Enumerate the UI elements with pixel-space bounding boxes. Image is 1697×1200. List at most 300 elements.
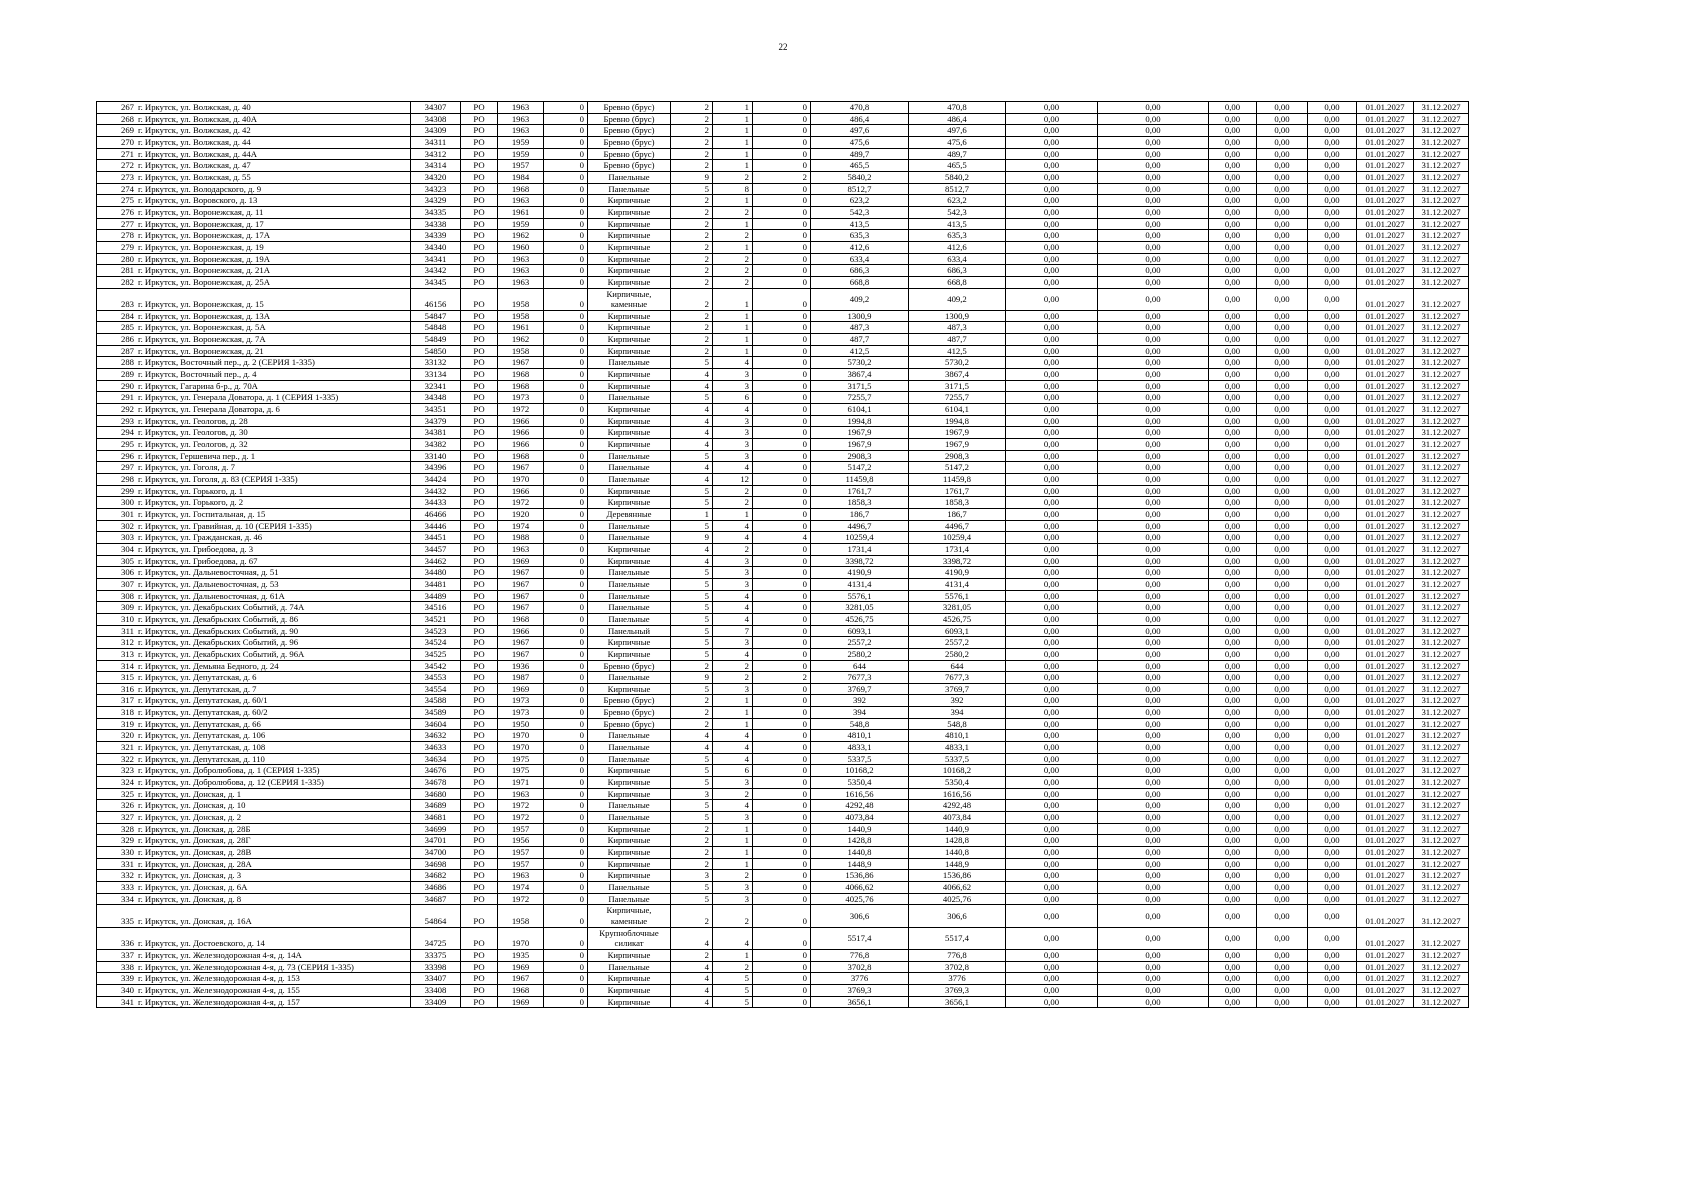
address-cell xyxy=(97,113,411,125)
amount-5: 0,00 xyxy=(1308,439,1357,451)
amount-5: 0,00 xyxy=(1308,474,1357,486)
year-built: 1957 xyxy=(498,858,544,870)
address-text: г. Иркутск, ул. Декабрьских Событий, д. 90 xyxy=(138,625,299,636)
reconstruction-year: 0 xyxy=(544,415,588,427)
wall-material: Кирпичные xyxy=(588,265,671,277)
building-code: 34554 xyxy=(411,683,461,695)
total-area: 412,6 xyxy=(811,241,909,253)
elevators: 0 xyxy=(753,450,811,462)
living-area: 1967,9 xyxy=(909,427,1006,439)
amount-3: 0,00 xyxy=(1209,672,1257,684)
address-text: г. Иркутск, Гагарина б-р., д. 70А xyxy=(138,380,258,391)
elevators: 0 xyxy=(753,334,811,346)
amount-2: 0,00 xyxy=(1098,870,1209,882)
address-cell xyxy=(97,369,411,381)
entrances: 1 xyxy=(713,695,753,707)
address-text: г. Иркутск, ул. Гоголя, д. 83 (СЕРИЯ 1-335) xyxy=(138,474,298,484)
start-date: 01.01.2027 xyxy=(1357,195,1414,207)
end-date: 31.12.2027 xyxy=(1414,984,1469,996)
entrances: 2 xyxy=(713,543,753,555)
total-area: 5350,4 xyxy=(811,777,909,789)
address-text: г. Иркутск, ул. Воронежская, д. 21 xyxy=(138,345,264,356)
reconstruction-year: 0 xyxy=(544,672,588,684)
amount-4: 0,00 xyxy=(1257,485,1308,497)
amount-5: 0,00 xyxy=(1308,602,1357,614)
year-built: 1970 xyxy=(498,742,544,754)
amount-3: 0,00 xyxy=(1209,102,1257,114)
amount-2: 0,00 xyxy=(1098,949,1209,961)
address-text: г. Иркутск, ул. Депутатская, д. 6 xyxy=(138,672,257,683)
living-area: 686,3 xyxy=(909,265,1006,277)
wall-material: Кирпичные xyxy=(588,415,671,427)
table-row xyxy=(97,881,1469,893)
row-number: 315 xyxy=(120,672,134,683)
address-text: г. Иркутск, ул. Донская, д. 16А xyxy=(138,915,252,926)
amount-2: 0,00 xyxy=(1098,183,1209,195)
floors: 2 xyxy=(671,253,713,265)
amount-1: 0,00 xyxy=(1006,613,1098,625)
row-number: 311 xyxy=(121,625,134,636)
entrances: 1 xyxy=(713,858,753,870)
entrances: 4 xyxy=(713,927,753,949)
table-row xyxy=(97,590,1469,602)
total-area: 394 xyxy=(811,707,909,719)
floors: 2 xyxy=(671,310,713,322)
fund-type: РО xyxy=(461,125,498,137)
elevators: 0 xyxy=(753,695,811,707)
reconstruction-year: 0 xyxy=(544,102,588,114)
living-area: 6093,1 xyxy=(909,625,1006,637)
fund-type: РО xyxy=(461,648,498,660)
amount-4: 0,00 xyxy=(1257,392,1308,404)
wall-material: Панельные xyxy=(588,961,671,973)
floors: 3 xyxy=(671,788,713,800)
amount-3: 0,00 xyxy=(1209,253,1257,265)
amount-3: 0,00 xyxy=(1209,648,1257,660)
start-date: 01.01.2027 xyxy=(1357,543,1414,555)
building-code: 34524 xyxy=(411,637,461,649)
start-date: 01.01.2027 xyxy=(1357,357,1414,369)
amount-4: 0,00 xyxy=(1257,788,1308,800)
year-built: 1968 xyxy=(498,369,544,381)
table-row xyxy=(97,392,1469,404)
amount-4: 0,00 xyxy=(1257,870,1308,882)
amount-4: 0,00 xyxy=(1257,357,1308,369)
address-text: г. Иркутск, ул. Достоевского, д. 14 xyxy=(138,938,265,949)
end-date: 31.12.2027 xyxy=(1414,195,1469,207)
fund-type: РО xyxy=(461,345,498,357)
amount-5: 0,00 xyxy=(1308,777,1357,789)
amount-2: 0,00 xyxy=(1098,590,1209,602)
total-area: 1858,3 xyxy=(811,497,909,509)
year-built: 1963 xyxy=(498,125,544,137)
start-date: 01.01.2027 xyxy=(1357,812,1414,824)
building-code: 34314 xyxy=(411,160,461,172)
start-date: 01.01.2027 xyxy=(1357,858,1414,870)
year-built: 1968 xyxy=(498,984,544,996)
amount-5: 0,00 xyxy=(1308,543,1357,555)
amount-4: 0,00 xyxy=(1257,160,1308,172)
row-number: 296 xyxy=(120,450,134,461)
reconstruction-year: 0 xyxy=(544,590,588,602)
amount-5: 0,00 xyxy=(1308,450,1357,462)
amount-1: 0,00 xyxy=(1006,230,1098,242)
row-number: 286 xyxy=(120,334,134,345)
amount-2: 0,00 xyxy=(1098,322,1209,334)
fund-type: РО xyxy=(461,462,498,474)
end-date: 31.12.2027 xyxy=(1414,357,1469,369)
address-cell xyxy=(97,241,411,253)
row-number: 295 xyxy=(120,439,134,450)
living-area: 5517,4 xyxy=(909,927,1006,949)
amount-1: 0,00 xyxy=(1006,380,1098,392)
floors: 2 xyxy=(671,276,713,288)
start-date: 01.01.2027 xyxy=(1357,520,1414,532)
address-text: г. Иркутск, ул. Гражданская, д. 46 xyxy=(138,532,263,543)
fund-type: РО xyxy=(461,497,498,509)
table-row xyxy=(97,672,1469,684)
address-cell xyxy=(97,788,411,800)
amount-5: 0,00 xyxy=(1308,742,1357,754)
entrances: 1 xyxy=(713,241,753,253)
living-area: 4073,84 xyxy=(909,812,1006,824)
end-date: 31.12.2027 xyxy=(1414,881,1469,893)
reconstruction-year: 0 xyxy=(544,847,588,859)
address-cell xyxy=(97,718,411,730)
start-date: 01.01.2027 xyxy=(1357,590,1414,602)
fund-type: РО xyxy=(461,439,498,451)
floors: 2 xyxy=(671,136,713,148)
start-date: 01.01.2027 xyxy=(1357,718,1414,730)
start-date: 01.01.2027 xyxy=(1357,695,1414,707)
building-code: 34342 xyxy=(411,265,461,277)
building-code: 34489 xyxy=(411,590,461,602)
amount-5: 0,00 xyxy=(1308,241,1357,253)
address-text: г. Иркутск, Гершевича пер., д. 1 xyxy=(138,450,256,461)
floors: 9 xyxy=(671,171,713,183)
amount-4: 0,00 xyxy=(1257,949,1308,961)
amount-4: 0,00 xyxy=(1257,520,1308,532)
amount-1: 0,00 xyxy=(1006,241,1098,253)
amount-2: 0,00 xyxy=(1098,847,1209,859)
floors: 3 xyxy=(671,870,713,882)
start-date: 01.01.2027 xyxy=(1357,241,1414,253)
reconstruction-year: 0 xyxy=(544,730,588,742)
living-area: 1858,3 xyxy=(909,497,1006,509)
building-code: 54864 xyxy=(411,905,461,927)
total-area: 776,8 xyxy=(811,949,909,961)
wall-material: Кирпичные xyxy=(588,497,671,509)
year-built: 1967 xyxy=(498,462,544,474)
start-date: 01.01.2027 xyxy=(1357,450,1414,462)
start-date: 01.01.2027 xyxy=(1357,125,1414,137)
row-number: 300 xyxy=(120,497,134,508)
amount-1: 0,00 xyxy=(1006,102,1098,114)
elevators: 0 xyxy=(753,578,811,590)
row-number: 269 xyxy=(120,125,134,136)
building-code: 34632 xyxy=(411,730,461,742)
fund-type: РО xyxy=(461,380,498,392)
building-code: 33132 xyxy=(411,357,461,369)
amount-5: 0,00 xyxy=(1308,949,1357,961)
living-area: 186,7 xyxy=(909,508,1006,520)
amount-3: 0,00 xyxy=(1209,847,1257,859)
elevators: 0 xyxy=(753,474,811,486)
start-date: 01.01.2027 xyxy=(1357,949,1414,961)
address-text: г. Иркутск, ул. Донская, д. 28Б xyxy=(138,823,251,834)
reconstruction-year: 0 xyxy=(544,148,588,160)
amount-2: 0,00 xyxy=(1098,206,1209,218)
end-date: 31.12.2027 xyxy=(1414,927,1469,949)
fund-type: РО xyxy=(461,718,498,730)
table-row xyxy=(97,195,1469,207)
year-built: 1963 xyxy=(498,276,544,288)
amount-4: 0,00 xyxy=(1257,276,1308,288)
end-date: 31.12.2027 xyxy=(1414,102,1469,114)
year-built: 1957 xyxy=(498,823,544,835)
floors: 5 xyxy=(671,625,713,637)
wall-material: Панельные xyxy=(588,812,671,824)
row-number: 294 xyxy=(120,427,134,438)
total-area: 8512,7 xyxy=(811,183,909,195)
fund-type: РО xyxy=(461,881,498,893)
entrances: 1 xyxy=(713,148,753,160)
table-row xyxy=(97,113,1469,125)
reconstruction-year: 0 xyxy=(544,543,588,555)
amount-3: 0,00 xyxy=(1209,183,1257,195)
amount-4: 0,00 xyxy=(1257,637,1308,649)
floors: 4 xyxy=(671,474,713,486)
amount-3: 0,00 xyxy=(1209,230,1257,242)
start-date: 01.01.2027 xyxy=(1357,753,1414,765)
amount-5: 0,00 xyxy=(1308,695,1357,707)
wall-material: Кирпичные xyxy=(588,427,671,439)
living-area: 4526,75 xyxy=(909,613,1006,625)
entrances: 1 xyxy=(713,949,753,961)
address-text: г. Иркутск, ул. Декабрьских Событий, д. 74А xyxy=(138,602,305,613)
building-code: 34379 xyxy=(411,415,461,427)
amount-1: 0,00 xyxy=(1006,439,1098,451)
amount-1: 0,00 xyxy=(1006,812,1098,824)
amount-2: 0,00 xyxy=(1098,392,1209,404)
row-number: 325 xyxy=(120,788,134,799)
amount-2: 0,00 xyxy=(1098,683,1209,695)
year-built: 1973 xyxy=(498,707,544,719)
amount-1: 0,00 xyxy=(1006,427,1098,439)
living-area: 2908,3 xyxy=(909,450,1006,462)
wall-material: Панельные xyxy=(588,613,671,625)
amount-5: 0,00 xyxy=(1308,485,1357,497)
amount-4: 0,00 xyxy=(1257,765,1308,777)
address-text: г. Иркутск, ул. Горького, д. 1 xyxy=(138,485,244,496)
amount-4: 0,00 xyxy=(1257,927,1308,949)
amount-5: 0,00 xyxy=(1308,648,1357,660)
total-area: 5517,4 xyxy=(811,927,909,949)
amount-5: 0,00 xyxy=(1308,625,1357,637)
address-cell xyxy=(97,672,411,684)
end-date: 31.12.2027 xyxy=(1414,218,1469,230)
year-built: 1972 xyxy=(498,812,544,824)
reconstruction-year: 0 xyxy=(544,881,588,893)
end-date: 31.12.2027 xyxy=(1414,322,1469,334)
address-text: г. Иркутск, ул. Горького, д. 2 xyxy=(138,497,244,508)
address-text: г. Иркутск, ул. Геологов, д. 28 xyxy=(138,415,248,426)
fund-type: РО xyxy=(461,532,498,544)
entrances: 3 xyxy=(713,415,753,427)
address-text: г. Иркутск, ул. Депутатская, д. 60/2 xyxy=(138,707,268,718)
living-area: 668,8 xyxy=(909,276,1006,288)
total-area: 487,7 xyxy=(811,334,909,346)
floors: 2 xyxy=(671,102,713,114)
year-built: 1968 xyxy=(498,613,544,625)
elevators: 0 xyxy=(753,742,811,754)
fund-type: РО xyxy=(461,905,498,927)
amount-4: 0,00 xyxy=(1257,334,1308,346)
amount-1: 0,00 xyxy=(1006,996,1098,1008)
table-row xyxy=(97,602,1469,614)
table-row xyxy=(97,288,1469,310)
year-built: 1970 xyxy=(498,927,544,949)
elevators: 0 xyxy=(753,881,811,893)
year-built: 1967 xyxy=(498,567,544,579)
building-code: 34432 xyxy=(411,485,461,497)
end-date: 31.12.2027 xyxy=(1414,508,1469,520)
address-text: г. Иркутск, ул. Декабрьских Событий, д. 96А xyxy=(138,648,305,659)
amount-5: 0,00 xyxy=(1308,392,1357,404)
address-text: г. Иркутск, ул. Волжская, д. 42 xyxy=(138,125,251,136)
entrances: 6 xyxy=(713,392,753,404)
end-date: 31.12.2027 xyxy=(1414,206,1469,218)
elevators: 0 xyxy=(753,870,811,882)
address-cell xyxy=(97,602,411,614)
amount-4: 0,00 xyxy=(1257,497,1308,509)
address-cell xyxy=(97,847,411,859)
address-text: г. Иркутск, ул. Воронежская, д. 5А xyxy=(138,322,266,333)
end-date: 31.12.2027 xyxy=(1414,637,1469,649)
amount-4: 0,00 xyxy=(1257,625,1308,637)
floors: 4 xyxy=(671,730,713,742)
amount-5: 0,00 xyxy=(1308,206,1357,218)
end-date: 31.12.2027 xyxy=(1414,672,1469,684)
table-row xyxy=(97,567,1469,579)
elevators: 0 xyxy=(753,322,811,334)
elevators: 0 xyxy=(753,276,811,288)
building-code: 34687 xyxy=(411,893,461,905)
amount-2: 0,00 xyxy=(1098,567,1209,579)
entrances: 5 xyxy=(713,996,753,1008)
row-number: 341 xyxy=(120,996,134,1007)
floors: 2 xyxy=(671,334,713,346)
amount-3: 0,00 xyxy=(1209,927,1257,949)
amount-4: 0,00 xyxy=(1257,660,1308,672)
floors: 5 xyxy=(671,183,713,195)
amount-5: 0,00 xyxy=(1308,148,1357,160)
row-number: 338 xyxy=(120,961,134,972)
amount-5: 0,00 xyxy=(1308,973,1357,985)
building-code: 34681 xyxy=(411,812,461,824)
fund-type: РО xyxy=(461,485,498,497)
amount-4: 0,00 xyxy=(1257,683,1308,695)
floors: 4 xyxy=(671,439,713,451)
total-area: 2557,2 xyxy=(811,637,909,649)
floors: 5 xyxy=(671,753,713,765)
living-area: 1536,86 xyxy=(909,870,1006,882)
amount-4: 0,00 xyxy=(1257,380,1308,392)
row-number: 284 xyxy=(120,310,134,321)
address-text: г. Иркутск, ул. Волжская, д. 40А xyxy=(138,113,258,124)
reconstruction-year: 0 xyxy=(544,984,588,996)
amount-5: 0,00 xyxy=(1308,893,1357,905)
elevators: 0 xyxy=(753,973,811,985)
reconstruction-year: 0 xyxy=(544,485,588,497)
start-date: 01.01.2027 xyxy=(1357,183,1414,195)
living-area: 2557,2 xyxy=(909,637,1006,649)
start-date: 01.01.2027 xyxy=(1357,777,1414,789)
table-row xyxy=(97,905,1469,927)
amount-3: 0,00 xyxy=(1209,823,1257,835)
amount-4: 0,00 xyxy=(1257,450,1308,462)
total-area: 5840,2 xyxy=(811,171,909,183)
address-text: г. Иркутск, ул. Грибоедова, д. 67 xyxy=(138,555,258,566)
table-row xyxy=(97,753,1469,765)
end-date: 31.12.2027 xyxy=(1414,497,1469,509)
start-date: 01.01.2027 xyxy=(1357,800,1414,812)
elevators: 0 xyxy=(753,905,811,927)
amount-4: 0,00 xyxy=(1257,707,1308,719)
amount-3: 0,00 xyxy=(1209,206,1257,218)
row-number: 292 xyxy=(120,404,134,415)
total-area: 1994,8 xyxy=(811,415,909,427)
amount-5: 0,00 xyxy=(1308,520,1357,532)
address-cell xyxy=(97,474,411,486)
address-cell xyxy=(97,334,411,346)
reconstruction-year: 0 xyxy=(544,241,588,253)
fund-type: РО xyxy=(461,707,498,719)
end-date: 31.12.2027 xyxy=(1414,625,1469,637)
amount-5: 0,00 xyxy=(1308,765,1357,777)
entrances: 2 xyxy=(713,171,753,183)
wall-material: Панельные xyxy=(588,183,671,195)
row-number: 275 xyxy=(120,195,134,206)
address-text: г. Иркутск, ул. Воронежская, д. 17 xyxy=(138,218,264,229)
amount-1: 0,00 xyxy=(1006,949,1098,961)
living-area: 7677,3 xyxy=(909,672,1006,684)
table-row xyxy=(97,765,1469,777)
wall-material: Кирпичные xyxy=(588,996,671,1008)
start-date: 01.01.2027 xyxy=(1357,532,1414,544)
amount-3: 0,00 xyxy=(1209,695,1257,707)
elevators: 0 xyxy=(753,602,811,614)
total-area: 5337,5 xyxy=(811,753,909,765)
wall-material: Бревно (брус) xyxy=(588,125,671,137)
address-cell xyxy=(97,520,411,532)
amount-1: 0,00 xyxy=(1006,973,1098,985)
table-row xyxy=(97,893,1469,905)
amount-1: 0,00 xyxy=(1006,683,1098,695)
address-text: г. Иркутск, ул. Демьяна Бедного, д. 24 xyxy=(138,660,279,671)
floors: 2 xyxy=(671,206,713,218)
reconstruction-year: 0 xyxy=(544,125,588,137)
start-date: 01.01.2027 xyxy=(1357,578,1414,590)
amount-3: 0,00 xyxy=(1209,322,1257,334)
amount-5: 0,00 xyxy=(1308,567,1357,579)
amount-3: 0,00 xyxy=(1209,602,1257,614)
row-number: 317 xyxy=(120,695,134,706)
table-row xyxy=(97,171,1469,183)
amount-1: 0,00 xyxy=(1006,160,1098,172)
amount-2: 0,00 xyxy=(1098,602,1209,614)
elevators: 4 xyxy=(753,532,811,544)
